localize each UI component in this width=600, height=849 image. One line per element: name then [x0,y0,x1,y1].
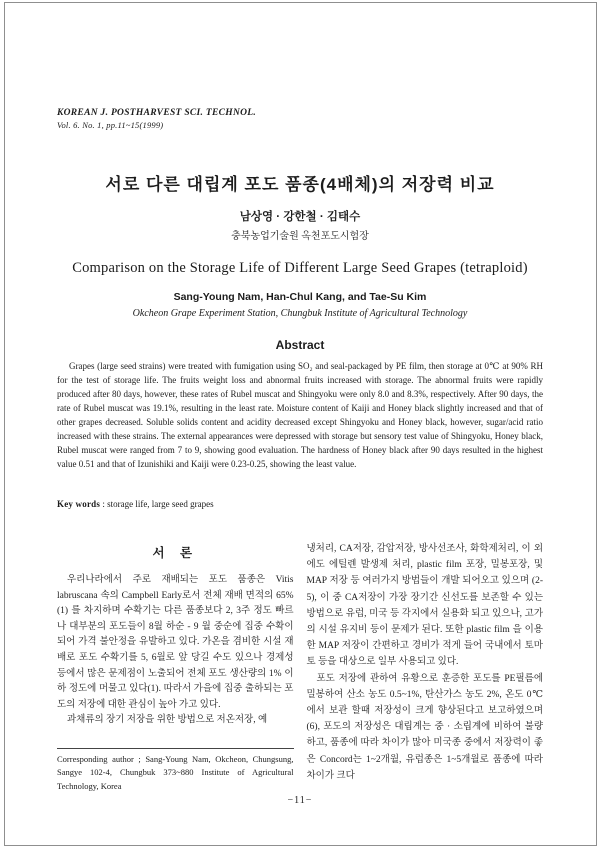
paper-page [57,0,543,849]
abstract-heading: Abstract [275,338,325,352]
authors-english: Sang-Young Nam, Han-Chul Kang, and Tae-Su Kim [173,291,427,303]
body-paragraph: 포도 저장에 관하여 유황으로 훈증한 포도를 PE필름에 밀봉하여 산소 농도 0.5~1%, 탄산가스 농도 2%, 온도 0℃ 에서 보관 할때 저장성이 크게 향상된다고 보고하였으며(6), 포도의 저장성은 대립계는 중 · 소립계에 비하여 불량하고, 품종에 따라 차이가 많아 미국종 중에서 저장력이 좋은 Concord는 1~2개월, 유럽종은 1~5개월로 품종에 따라 차이가 크다 [306,673,543,781]
body-paragraph: 우리나라에서 주로 재배되는 포도 품종은 Vitis labruscana 속의 Campbell Early로서 전체 재배 면적의 65% (1) 를 차지하며 수확기는 다른 품종보다 2, 3주 정도 빠르나 대부분의 포도들이 8월 하순 - 9 월 중순에 집중 수확이 되어 가격 불안정을 유발하고 있다. 가온을 겸비한 시설 재배로 포도 수확기를 5, 6월로 앞 당길 수도 있으나 경제성 등에서 많은 문제점이 노출되어 전체 포도 생산량의 1% 이하 정도에 머물고 있다(1). 따라서 가을에 집중 출하되는 포도의 저장에 대한 관심이 높아 가고 있다. [57,575,294,710]
affiliation-english: Okcheon Grape Experiment Station, Chungbuk Institute of Agricultural Technology [132,308,468,319]
keywords-separator: : [100,499,108,509]
keywords-label: Key words [57,499,101,509]
footnote-block [57,748,294,794]
two-column-body [57,541,543,793]
body-paragraph: 과채류의 장기 저장을 위한 방법으로 저온저장, 예 [67,715,268,726]
abstract-text: Grapes (large seed strains) were treated with fumigation using SO₂ and seal-packaged by PE film, then storage at 0℃ at 90% RH for the test of storage life. The fruits weight loss and abnormal fruits increased with storage. The abnormal fruits were rapidly produced after 80 days, however, these rates of Rubel muscat and Shingyoku were only 8.0 and 8.3%, respectively. After 90 days, the rate of Rubel muscat was 19.1%, resulting in the least rate. Moisture content of Kaiji and Honey black slightly increased and that of other grapes decreased. Soluble solids content and acidity decreased except Shingyoku and Honey black, however, sugar/acid ratio increased with these strains. The external appearances were depressed with storage but sensory test value of Shingyoku, Honey black, Rubel muscat were ranged from 7 to 9, showing good evaluation. The hardness of Honey black after 90 days resulted in the highest value 0.51 and that of Izunishiki and Kaiji were 0.23-0.25, showing the least value. [57,361,543,469]
journal-name: KOREAN J. POSTHARVEST SCI. TECHNOL. [57,108,257,118]
section-heading-intro: 서 론 [152,546,199,560]
left-column [57,541,294,793]
right-column [307,541,544,793]
page-number: −11− [287,795,313,806]
journal-issue-info: Vol. 6. No. 1, pp.11~15(1999) [57,120,164,130]
affiliation-korean: 충북농업기술원 옥천포도시험장 [231,231,369,242]
authors-korean: 남상영 · 강한철 · 김태수 [239,211,361,223]
keywords-line [57,499,543,509]
footnote-divider [57,748,294,749]
corresponding-author-note: Corresponding author ; Sang-Young Nam, Okcheon, Chungsung, Sangye 102-4, Chungbuk 373~880 Institute of Agricultural Technology, Korea [57,753,294,791]
body-paragraph: 냉처리, CA저장, 감압저장, 방사선조사, 화학제처리, 이 외에도 에틸렌 발생제 처리, plastic film 포장, 밀봉포장, 및 MAP 저장 등 여러가지 방법들이 개발 되어오고 있으며 (2-5), 이 중 CA저장이 가장 장기간 신선도를 보존할 수 있는 방법으로 유럽, 미국 등 각지에서 실용화 되고 있으나, 고가의 시설 유지비 등이 문제가 된다. 또한 plastic film 을 이용한 MAP 저장이 간편하고 경비가 적게 들어 국내에서 토마토 등을 대상으로 일부 사용되고 있다. [306,544,543,668]
paper-title-english: Comparison on the Storage Life of Different Large Seed Grapes (tetraploid) [72,260,528,276]
keywords-value: storage life, large seed grapes [107,499,214,509]
paper-title-korean: 서로 다른 대립계 포도 품종(4배체)의 저장력 비교 [105,175,495,194]
journal-header [57,108,256,130]
